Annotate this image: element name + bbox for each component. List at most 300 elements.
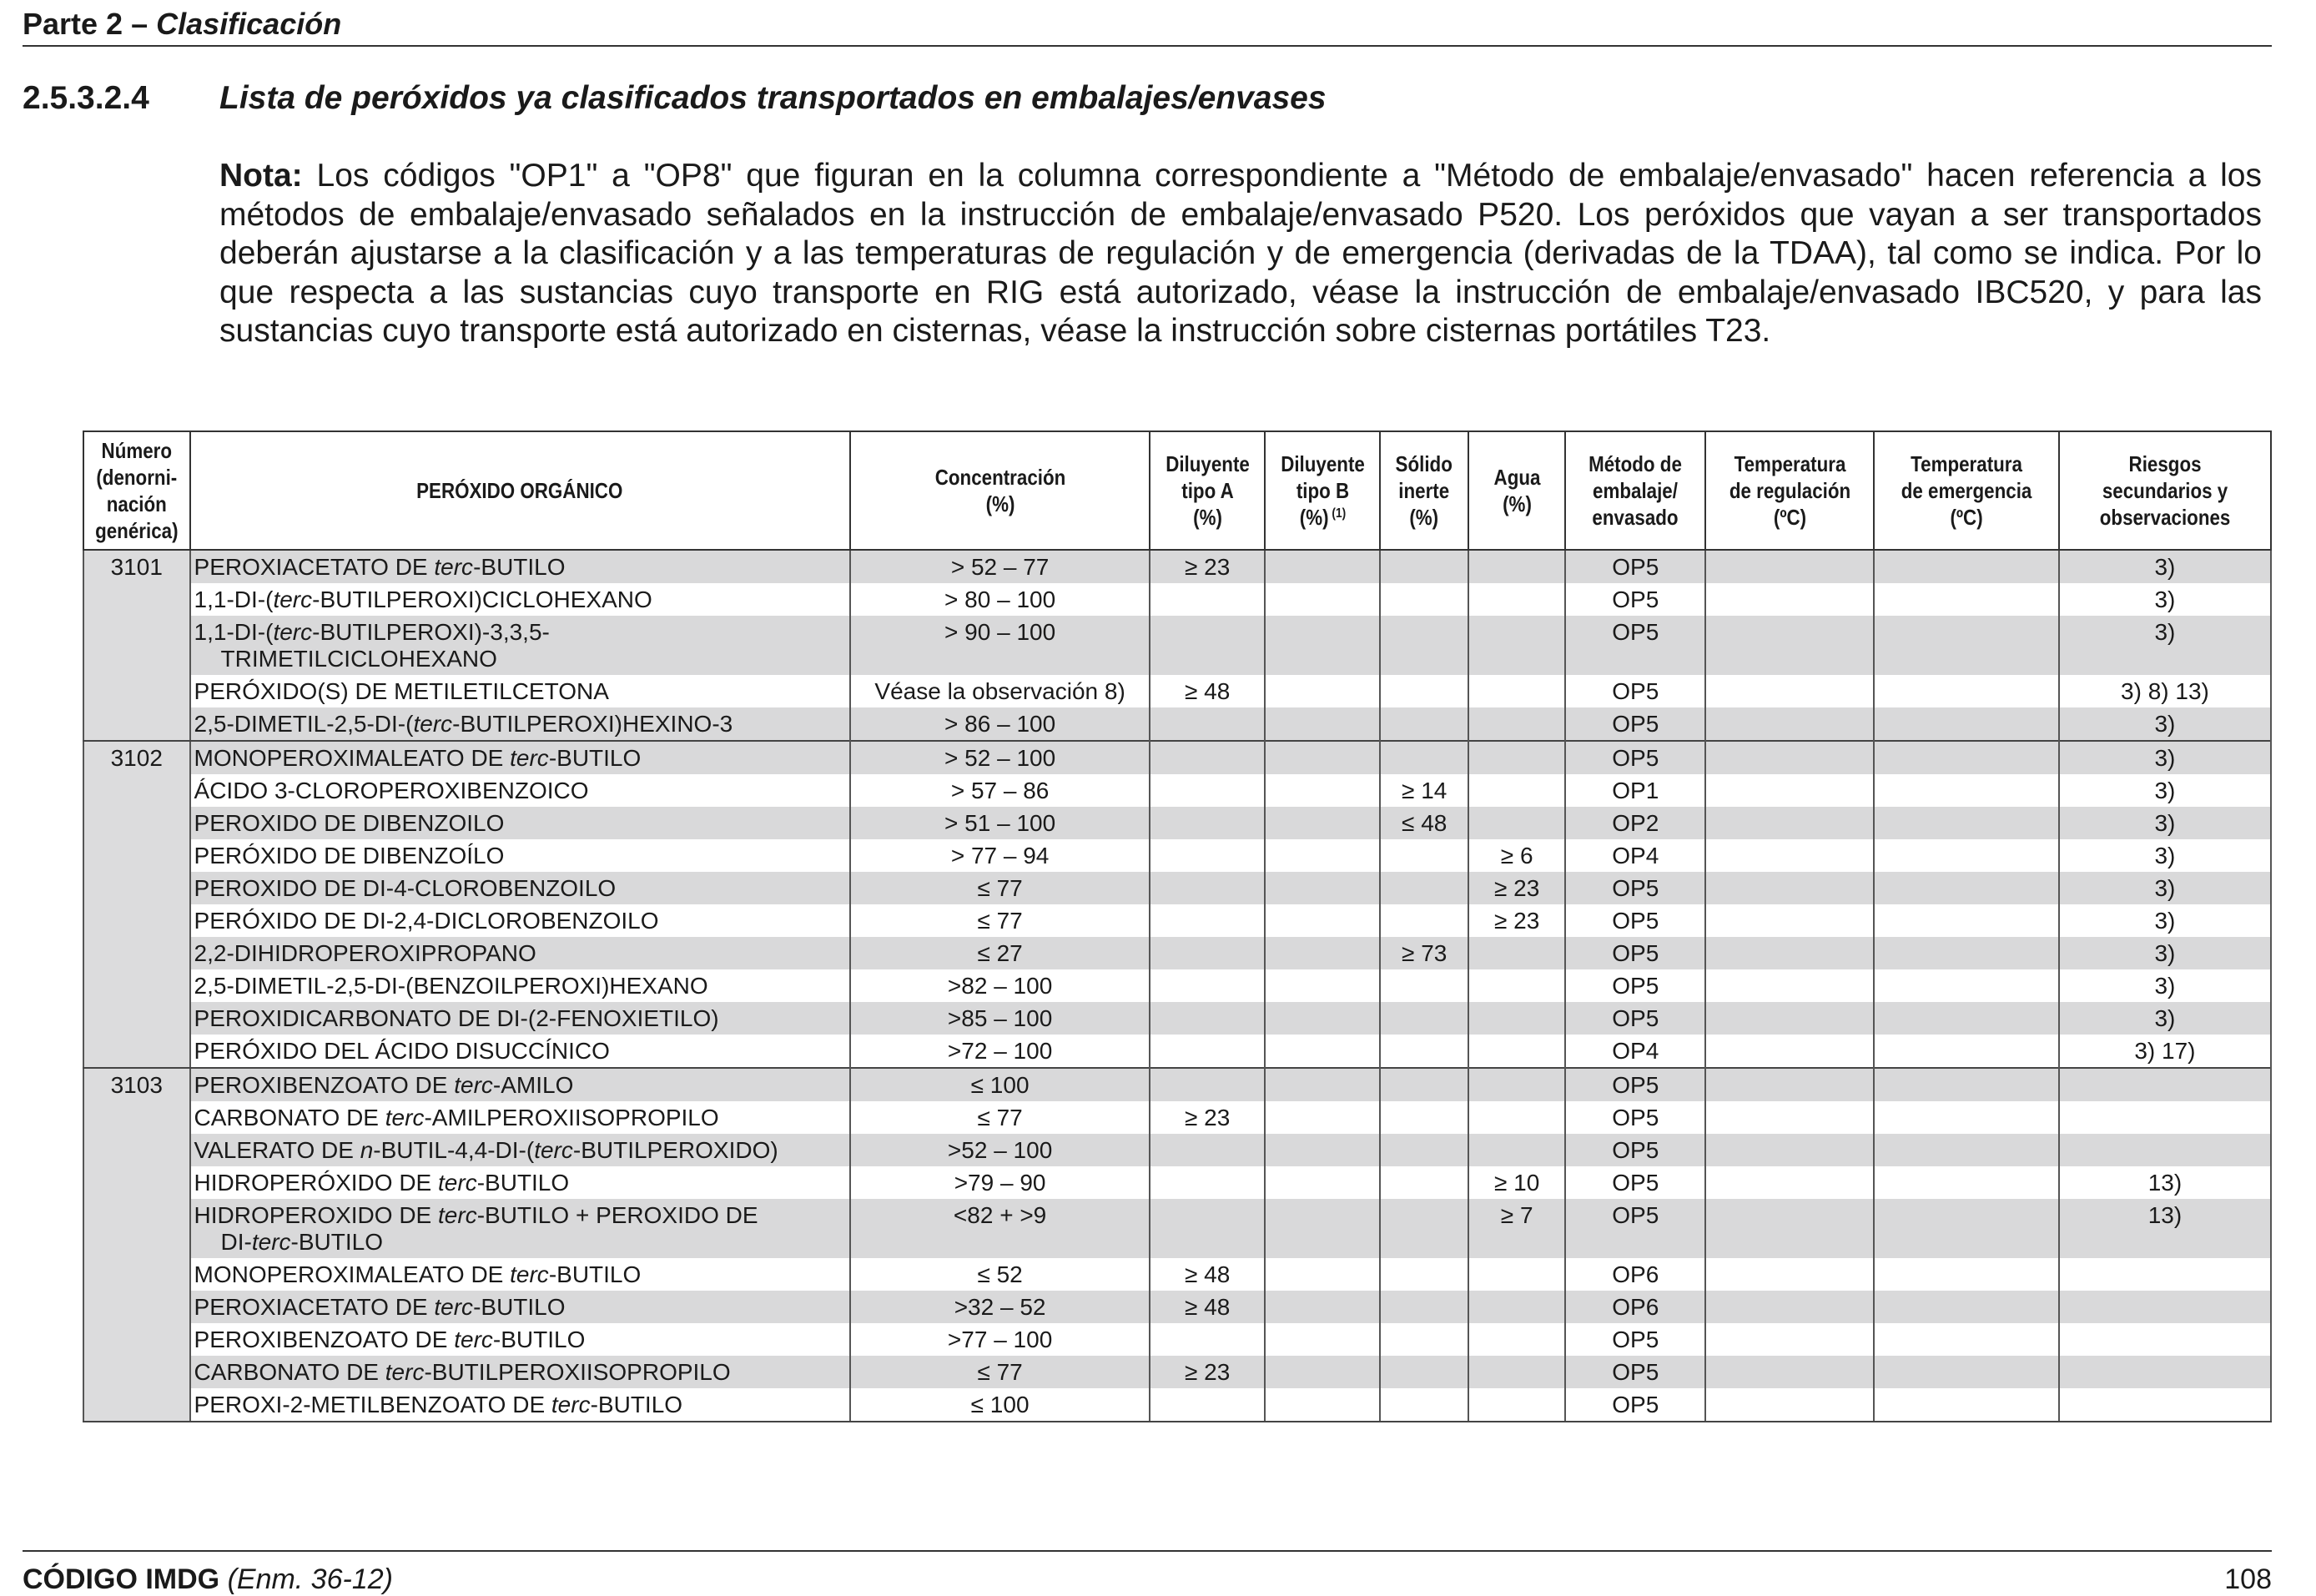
inert-solid-cell <box>1380 550 1468 583</box>
footer-amendment: (Enm. 36-12) <box>227 1563 393 1595</box>
peroxide-name <box>190 1388 850 1422</box>
hdr-risk <box>2100 451 2231 531</box>
packing-method-cell: OP5 <box>1565 1101 1705 1134</box>
control-temp-cell <box>1705 1101 1874 1134</box>
diluent-b-cell <box>1265 550 1381 583</box>
risks-cell: 3) <box>2059 583 2271 616</box>
diluent-a-cell <box>1150 1035 1265 1068</box>
header-diluent-b <box>1265 431 1381 550</box>
inert-solid-cell <box>1380 969 1468 1002</box>
risks-cell <box>2059 1291 2271 1323</box>
risks-cell: 3) <box>2059 774 2271 807</box>
name-text: -BUTILPEROXI)-3,3,5- <box>312 619 550 645</box>
concentration-cell: > 57 – 86 <box>850 774 1150 807</box>
header-line: (%) <box>1409 505 1439 530</box>
control-temp-cell <box>1705 707 1874 741</box>
name-text: CARBONATO DE <box>194 1359 385 1385</box>
header-line: Riesgos <box>2128 451 2202 476</box>
risks-cell: 3) 8) 13) <box>2059 675 2271 707</box>
water-cell <box>1468 1035 1565 1068</box>
name-text: -AMILPEROXIISOPROPILO <box>424 1105 719 1130</box>
inert-solid-cell <box>1380 1101 1468 1134</box>
name-text: PERÓXIDO DE DI-2,4-DICLOROBENZOILO <box>194 908 659 934</box>
diluent-a-cell <box>1150 807 1265 839</box>
name-text: HIDROPEROXIDO DE <box>194 1202 439 1228</box>
name-text: -BUTILO <box>473 554 566 580</box>
packing-method-cell: OP5 <box>1565 1388 1705 1422</box>
header-line: Sólido <box>1396 451 1453 476</box>
risks-cell: 3) <box>2059 872 2271 904</box>
diluent-b-cell <box>1265 616 1381 675</box>
name-text: -BUTILO + PEROXIDO DE <box>476 1202 758 1228</box>
control-temp-cell <box>1705 1035 1874 1068</box>
control-temp-cell <box>1705 1291 1874 1323</box>
inert-solid-cell <box>1380 1166 1468 1199</box>
peroxide-name <box>190 1068 850 1101</box>
peroxide-table <box>83 430 2272 1422</box>
table-row <box>83 872 2271 904</box>
inert-solid-cell <box>1380 839 1468 872</box>
packing-method-cell: OP5 <box>1565 1002 1705 1035</box>
peroxide-name <box>190 1199 850 1258</box>
diluent-a-cell <box>1150 741 1265 774</box>
packing-method-cell: OP5 <box>1565 1199 1705 1258</box>
inert-solid-cell: ≥ 14 <box>1380 774 1468 807</box>
risks-cell: 3) <box>2059 807 2271 839</box>
control-temp-cell <box>1705 1134 1874 1166</box>
inert-solid-cell <box>1380 1002 1468 1035</box>
diluent-a-cell <box>1150 707 1265 741</box>
diluent-a-cell <box>1150 969 1265 1002</box>
italic-prefix: terc <box>438 1170 477 1196</box>
name-text: -BUTILPEROXIISOPROPILO <box>424 1359 731 1385</box>
name-text: -BUTILO <box>476 1170 570 1196</box>
concentration-cell: >79 – 90 <box>850 1166 1150 1199</box>
name-text: -BUTILO <box>290 1229 384 1255</box>
header-line: tipo B <box>1296 478 1349 503</box>
header-line: Diluyente <box>1165 451 1250 476</box>
footer-code <box>23 1563 393 1596</box>
peroxide-name <box>190 774 850 807</box>
water-cell: ≥ 23 <box>1468 872 1565 904</box>
name-text: PEROXIBENZOATO DE <box>194 1072 455 1098</box>
diluent-b-cell <box>1265 969 1381 1002</box>
diluent-b-cell <box>1265 675 1381 707</box>
peroxide-name <box>190 1356 850 1388</box>
risks-cell <box>2059 1388 2271 1422</box>
table-row <box>83 1291 2271 1323</box>
risks-cell: 3) <box>2059 741 2271 774</box>
peroxide-name <box>190 741 850 774</box>
control-temp-cell <box>1705 1388 1874 1422</box>
table-row <box>83 1035 2271 1068</box>
peroxide-name <box>190 839 850 872</box>
header-line: Temperatura <box>1734 451 1845 476</box>
control-temp-cell <box>1705 741 1874 774</box>
header-line: de emergencia <box>1901 478 2032 503</box>
inert-solid-cell <box>1380 616 1468 675</box>
header-line: secundarios y <box>2102 478 2228 503</box>
water-cell <box>1468 969 1565 1002</box>
italic-prefix: terc <box>551 1392 591 1417</box>
diluent-a-cell: ≥ 48 <box>1150 675 1265 707</box>
header-line: de regulación <box>1729 478 1850 503</box>
control-temp-cell <box>1705 1199 1874 1258</box>
concentration-cell: >72 – 100 <box>850 1035 1150 1068</box>
section-number: 2.5.3.2.4 <box>23 80 149 116</box>
concentration-cell: ≤ 77 <box>850 904 1150 937</box>
header-line: inerte <box>1398 478 1450 503</box>
name-text: PEROXI-2-METILBENZOATO DE <box>194 1392 551 1417</box>
diluent-b-cell <box>1265 1166 1381 1199</box>
name-text: MONOPEROXIMALEATO DE <box>194 1261 511 1287</box>
header-line: genérica) <box>95 518 179 543</box>
inert-solid-cell <box>1380 675 1468 707</box>
diluent-b-cell <box>1265 904 1381 937</box>
hdr-temg <box>1901 451 2032 531</box>
water-cell <box>1468 1291 1565 1323</box>
header-line: (ºC) <box>1773 505 1806 530</box>
header-emergency-temp <box>1874 431 2059 550</box>
table-row <box>83 807 2271 839</box>
inert-solid-cell <box>1380 1258 1468 1291</box>
header-diluent-a <box>1150 431 1265 550</box>
water-cell <box>1468 807 1565 839</box>
emergency-temp-cell <box>1874 1258 2059 1291</box>
peroxide-name <box>190 1166 850 1199</box>
water-cell: ≥ 7 <box>1468 1199 1565 1258</box>
header-line: Diluyente <box>1280 451 1365 476</box>
packing-method-cell: OP5 <box>1565 1356 1705 1388</box>
concentration-cell: >82 – 100 <box>850 969 1150 1002</box>
diluent-a-cell <box>1150 1199 1265 1258</box>
diluent-a-cell: ≥ 48 <box>1150 1258 1265 1291</box>
diluent-a-cell <box>1150 1002 1265 1035</box>
control-temp-cell <box>1705 969 1874 1002</box>
risks-cell <box>2059 1068 2271 1101</box>
name-text: ÁCIDO 3-CLOROPEROXIBENZOICO <box>194 778 589 803</box>
control-temp-cell <box>1705 616 1874 675</box>
control-temp-cell <box>1705 1356 1874 1388</box>
peroxide-name <box>190 550 850 583</box>
header-risks <box>2059 431 2271 550</box>
header-line: nación <box>106 491 167 516</box>
concentration-cell: > 86 – 100 <box>850 707 1150 741</box>
name-text: DI- <box>220 1229 252 1255</box>
emergency-temp-cell <box>1874 1388 2059 1422</box>
name-text: 1,1-DI-( <box>194 587 274 612</box>
risks-cell: 13) <box>2059 1166 2271 1199</box>
part-title: Clasificación <box>156 7 342 41</box>
diluent-a-cell: ≥ 23 <box>1150 1356 1265 1388</box>
risks-cell: 13) <box>2059 1199 2271 1258</box>
emergency-temp-cell <box>1874 707 2059 741</box>
emergency-temp-cell <box>1874 1134 2059 1166</box>
diluent-a-cell <box>1150 616 1265 675</box>
page-number: 108 <box>2224 1563 2272 1595</box>
emergency-temp-cell <box>1874 774 2059 807</box>
name-text: PEROXIDO DE DIBENZOILO <box>194 810 505 836</box>
name-text: PEROXIACETATO DE <box>194 1294 435 1320</box>
water-cell <box>1468 937 1565 969</box>
un-number: 3103 <box>83 1068 190 1422</box>
table-row <box>83 1068 2271 1101</box>
emergency-temp-cell <box>1874 583 2059 616</box>
concentration-cell: ≤ 77 <box>850 1356 1150 1388</box>
inert-solid-cell <box>1380 741 1468 774</box>
header-number <box>83 431 190 550</box>
header-line: (denorni- <box>96 465 178 490</box>
emergency-temp-cell <box>1874 807 2059 839</box>
inert-solid-cell <box>1380 583 1468 616</box>
risks-cell: 3) <box>2059 969 2271 1002</box>
packing-method-cell: OP4 <box>1565 839 1705 872</box>
table-row <box>83 1356 2271 1388</box>
diluent-b-cell <box>1265 872 1381 904</box>
header-line: envasado <box>1592 505 1679 530</box>
hdr-conc <box>934 464 1065 517</box>
header-inert-solid <box>1380 431 1468 550</box>
packing-method-cell: OP5 <box>1565 872 1705 904</box>
inert-solid-cell: ≤ 48 <box>1380 807 1468 839</box>
header-line: (%) <box>1299 505 1329 530</box>
table-row <box>83 904 2271 937</box>
water-cell <box>1468 675 1565 707</box>
risks-cell: 3) <box>2059 904 2271 937</box>
diluent-a-cell <box>1150 1323 1265 1356</box>
water-cell <box>1468 1356 1565 1388</box>
risks-cell: 3) <box>2059 616 2271 675</box>
packing-method-cell: OP5 <box>1565 707 1705 741</box>
risks-cell: 3) <box>2059 550 2271 583</box>
concentration-cell: <82 + >9 <box>850 1199 1150 1258</box>
table-row <box>83 839 2271 872</box>
peroxide-name-cont: TRIMETILCICLOHEXANO <box>220 646 497 672</box>
risks-cell <box>2059 1356 2271 1388</box>
diluent-a-cell <box>1150 1134 1265 1166</box>
name-text: 2,5-DIMETIL-2,5-DI-(BENZOILPEROXI)HEXANO <box>194 973 708 999</box>
diluent-b-cell <box>1265 1323 1381 1356</box>
packing-method-cell: OP5 <box>1565 904 1705 937</box>
packing-method-cell: OP5 <box>1565 550 1705 583</box>
water-cell <box>1468 1002 1565 1035</box>
emergency-temp-cell <box>1874 904 2059 937</box>
hdr-num <box>95 437 178 544</box>
emergency-temp-cell <box>1874 839 2059 872</box>
name-text: PERÓXIDO DEL ÁCIDO DISUCCÍNICO <box>194 1038 610 1064</box>
name-text: -BUTILO <box>473 1294 566 1320</box>
emergency-temp-cell <box>1874 1101 2059 1134</box>
hdr-water <box>1493 464 1540 517</box>
control-temp-cell <box>1705 550 1874 583</box>
header-packing-method <box>1565 431 1705 550</box>
risks-cell <box>2059 1258 2271 1291</box>
inert-solid-cell: ≥ 73 <box>1380 937 1468 969</box>
peroxide-name <box>190 1134 850 1166</box>
concentration-cell: ≤ 27 <box>850 937 1150 969</box>
packing-method-cell: OP5 <box>1565 969 1705 1002</box>
control-temp-cell <box>1705 1323 1874 1356</box>
packing-method-cell: OP1 <box>1565 774 1705 807</box>
table-row <box>83 969 2271 1002</box>
italic-prefix: terc <box>273 587 313 612</box>
hdr-dila <box>1166 451 1250 531</box>
water-cell <box>1468 1101 1565 1134</box>
table-body <box>83 550 2271 1422</box>
concentration-cell: ≤ 52 <box>850 1258 1150 1291</box>
peroxide-name <box>190 1002 850 1035</box>
peroxide-name <box>190 904 850 937</box>
emergency-temp-cell <box>1874 872 2059 904</box>
page-footer <box>23 1550 2272 1595</box>
note-text: Los códigos "OP1" a "OP8" que figuran en la columna correspondiente a "Método de embalaje/envasado" hacen referencia a los métodos de embalaje/envasado señalados en la instrucción de embalaje/envasado P520. Los peróxidos que vayan a ser transportados deberán ajustarse a la clasificación y a las temperaturas de regulación y de emergencia (derivadas de la TDAA), tal como se indica. Por lo que respecta a las sustancias cuyo transporte en RIG está autorizado, véase la instrucción de embalaje/envasado IBC520, y para las sustancias cuyo transporte está autorizado en cisternas, véase la instrucción sobre cisternas portátiles T23. <box>219 158 2262 349</box>
header-line: Temperatura <box>1911 451 2022 476</box>
name-text: -BUTIL-4,4-DI-( <box>373 1137 535 1163</box>
peroxide-name <box>190 1035 850 1068</box>
italic-prefix: terc <box>273 619 313 645</box>
table-row <box>83 1134 2271 1166</box>
table-row <box>83 1199 2271 1258</box>
note-paragraph <box>219 157 2262 351</box>
risks-cell: 3) <box>2059 839 2271 872</box>
emergency-temp-cell <box>1874 1356 2059 1388</box>
peroxide-name <box>190 707 850 741</box>
risks-cell: 3) <box>2059 1002 2271 1035</box>
water-cell <box>1468 1068 1565 1101</box>
control-temp-cell <box>1705 904 1874 937</box>
diluent-b-cell <box>1265 1199 1381 1258</box>
emergency-temp-cell <box>1874 937 2059 969</box>
concentration-cell: >52 – 100 <box>850 1134 1150 1166</box>
inert-solid-cell <box>1380 1068 1468 1101</box>
concentration-cell: ≤ 77 <box>850 872 1150 904</box>
hdr-treg <box>1729 451 1850 531</box>
page-header <box>23 3 2272 47</box>
concentration-cell: ≤ 77 <box>850 1101 1150 1134</box>
concentration-cell: > 90 – 100 <box>850 616 1150 675</box>
italic-prefix: terc <box>385 1359 425 1385</box>
italic-prefix: terc <box>454 1327 493 1352</box>
water-cell <box>1468 583 1565 616</box>
diluent-b-cell <box>1265 1002 1381 1035</box>
table-row <box>83 774 2271 807</box>
control-temp-cell <box>1705 807 1874 839</box>
water-cell <box>1468 1388 1565 1422</box>
footnote-marker: (1) <box>1328 506 1346 521</box>
footer-code-name: CÓDIGO IMDG <box>23 1563 220 1595</box>
name-text: PEROXIDO DE DI-4-CLOROBENZOILO <box>194 875 617 901</box>
name-text: MONOPEROXIMALEATO DE <box>194 745 511 771</box>
packing-method-cell: OP6 <box>1565 1258 1705 1291</box>
table-row <box>83 550 2271 583</box>
table-row <box>83 1166 2271 1199</box>
diluent-b-cell <box>1265 1134 1381 1166</box>
inert-solid-cell <box>1380 1356 1468 1388</box>
header-line: (%) <box>1192 505 1222 530</box>
table-row <box>83 707 2271 741</box>
italic-prefix: terc <box>434 554 474 580</box>
concentration-cell: > 80 – 100 <box>850 583 1150 616</box>
table-row <box>83 1101 2271 1134</box>
control-temp-cell <box>1705 583 1874 616</box>
water-cell <box>1468 774 1565 807</box>
diluent-a-cell <box>1150 1068 1265 1101</box>
inert-solid-cell <box>1380 1323 1468 1356</box>
packing-method-cell: OP5 <box>1565 616 1705 675</box>
italic-prefix: terc <box>413 711 453 737</box>
diluent-b-cell <box>1265 741 1381 774</box>
name-text: -BUTILPEROXI)CICLOHEXANO <box>312 587 652 612</box>
water-cell <box>1468 1323 1565 1356</box>
concentration-cell: > 52 – 77 <box>850 550 1150 583</box>
emergency-temp-cell <box>1874 550 2059 583</box>
diluent-a-cell <box>1150 937 1265 969</box>
name-text: -BUTILO <box>590 1392 683 1417</box>
risks-cell: 3) 17) <box>2059 1035 2271 1068</box>
control-temp-cell <box>1705 1166 1874 1199</box>
diluent-a-cell <box>1150 872 1265 904</box>
control-temp-cell <box>1705 1068 1874 1101</box>
risks-cell <box>2059 1323 2271 1356</box>
italic-prefix: terc <box>510 745 549 771</box>
name-text: PERÓXIDO DE DIBENZOÍLO <box>194 843 505 868</box>
header-peroxide <box>190 431 850 550</box>
emergency-temp-cell <box>1874 1323 2059 1356</box>
name-text: 2,5-DIMETIL-2,5-DI-( <box>194 711 414 737</box>
inert-solid-cell <box>1380 1134 1468 1166</box>
diluent-b-cell <box>1265 1356 1381 1388</box>
italic-prefix: terc <box>385 1105 425 1130</box>
table-row <box>83 675 2271 707</box>
italic-prefix: terc <box>454 1072 493 1098</box>
diluent-b-cell <box>1265 839 1381 872</box>
header-line: (%) <box>985 491 1015 516</box>
header-line: Número <box>101 438 172 463</box>
un-number: 3101 <box>83 550 190 741</box>
name-text: HIDROPERÓXIDO DE <box>194 1170 439 1196</box>
italic-prefix: terc <box>251 1229 291 1255</box>
control-temp-cell <box>1705 675 1874 707</box>
emergency-temp-cell <box>1874 1002 2059 1035</box>
water-cell <box>1468 741 1565 774</box>
peroxide-name <box>190 583 850 616</box>
packing-method-cell: OP5 <box>1565 937 1705 969</box>
header-line: Método de <box>1588 451 1683 476</box>
diluent-a-cell <box>1150 1388 1265 1422</box>
inert-solid-cell <box>1380 904 1468 937</box>
water-cell <box>1468 707 1565 741</box>
peroxide-name <box>190 1101 850 1134</box>
control-temp-cell <box>1705 1002 1874 1035</box>
packing-method-cell: OP2 <box>1565 807 1705 839</box>
diluent-a-cell <box>1150 1166 1265 1199</box>
inert-solid-cell <box>1380 1199 1468 1258</box>
table-row <box>83 741 2271 774</box>
concentration-cell: >85 – 100 <box>850 1002 1150 1035</box>
emergency-temp-cell <box>1874 1068 2059 1101</box>
name-text: 1,1-DI-( <box>194 619 274 645</box>
un-number: 3102 <box>83 741 190 1068</box>
water-cell <box>1468 550 1565 583</box>
header-line: Concentración <box>934 465 1065 490</box>
emergency-temp-cell <box>1874 616 2059 675</box>
concentration-cell: > 52 – 100 <box>850 741 1150 774</box>
risks-cell <box>2059 1101 2271 1134</box>
emergency-temp-cell <box>1874 1199 2059 1258</box>
inert-solid-cell <box>1380 1388 1468 1422</box>
emergency-temp-cell <box>1874 969 2059 1002</box>
emergency-temp-cell <box>1874 1035 2059 1068</box>
